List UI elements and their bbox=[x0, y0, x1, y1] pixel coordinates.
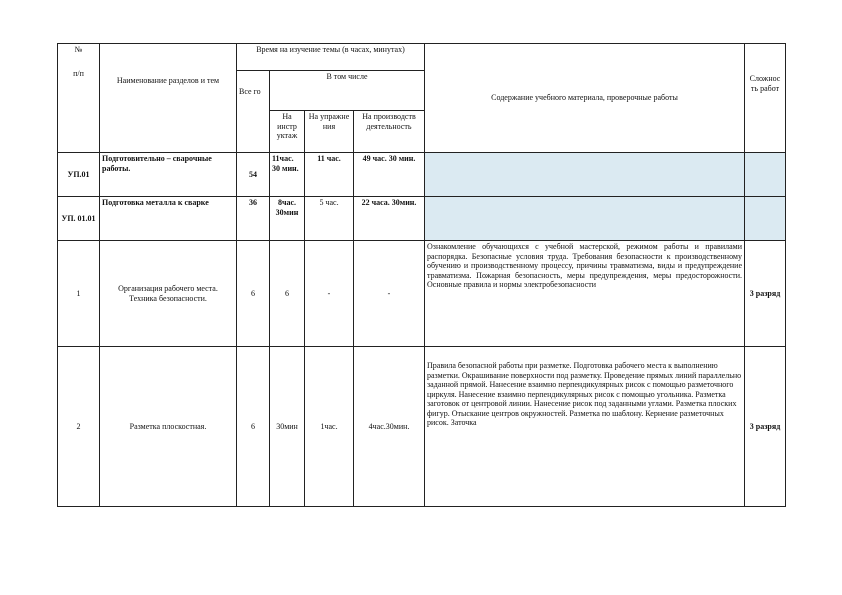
row-complexity: 3 разряд bbox=[745, 347, 786, 507]
num-symbol: № bbox=[74, 45, 83, 54]
row-exercise: 5 час. bbox=[305, 197, 354, 241]
row-name: Подготовительно – сварочные работы. bbox=[100, 153, 237, 197]
row-name: Подготовка металла к сварке bbox=[100, 197, 237, 241]
row-exercise: 1час. bbox=[305, 347, 354, 507]
time-group-header: Время на изучение темы (в часах, минутах) bbox=[237, 44, 425, 71]
row-num: 1 bbox=[58, 241, 100, 347]
row-num: УП. 01.01 bbox=[58, 197, 100, 241]
table-row bbox=[58, 241, 786, 347]
row-total: 6 bbox=[237, 347, 270, 507]
name-column-header: Наименование разделов и тем bbox=[100, 44, 237, 153]
table-row bbox=[58, 153, 786, 197]
table-row bbox=[58, 347, 786, 507]
row-content: Ознакомление обучающихся с учебной мастерской, режимом работы и правилами распорядка. Безопасные условия труда. Требования безопасности к производственному обучению и производственному процессу, причины травматизма, виды и предупреждение травматизма. Пожарная безопасность, меры предупреждения, меры предосторожности. Основные правила и нормы электробезопасности bbox=[425, 241, 745, 347]
total-header: Все го bbox=[237, 71, 270, 153]
row-exercise: 11 час. bbox=[305, 153, 354, 197]
row-complexity: 3 разряд bbox=[745, 241, 786, 347]
row-production: - bbox=[354, 241, 425, 347]
row-production: 22 часа. 30мин. bbox=[354, 197, 425, 241]
row-complexity bbox=[745, 197, 786, 241]
row-complexity bbox=[745, 153, 786, 197]
exercise-header: На упражне ния bbox=[305, 111, 354, 153]
row-production: 4час.30мин. bbox=[354, 347, 425, 507]
row-num: 2 bbox=[58, 347, 100, 507]
content-column-header: Содержание учебного материала, проверочные работы bbox=[425, 44, 745, 153]
row-exercise: - bbox=[305, 241, 354, 347]
row-instruction: 6 bbox=[270, 241, 305, 347]
row-instruction: 8час. 30мин bbox=[270, 197, 305, 241]
num-sub: п/п bbox=[73, 68, 84, 78]
instruction-header: На инстр уктаж bbox=[270, 111, 305, 153]
row-total: 54 bbox=[237, 153, 270, 197]
row-name: Организация рабочего места. Техника безопасности. bbox=[100, 241, 237, 347]
row-num: УП.01 bbox=[58, 153, 100, 197]
num-header bbox=[58, 44, 100, 153]
row-content bbox=[425, 197, 745, 241]
row-production: 49 час. 30 мин. bbox=[354, 153, 425, 197]
row-instruction: 30мин bbox=[270, 347, 305, 507]
included-header: В том числе bbox=[270, 71, 425, 111]
row-instruction: 11час. 30 мин. bbox=[270, 153, 305, 197]
row-total: 36 bbox=[237, 197, 270, 241]
row-total: 6 bbox=[237, 241, 270, 347]
row-content bbox=[425, 153, 745, 197]
table-row bbox=[58, 197, 786, 241]
row-name: Разметка плоскостная. bbox=[100, 347, 237, 507]
production-header: На производств деятельность bbox=[354, 111, 425, 153]
row-content: Правила безопасной работы при разметке. Подготовка рабочего места к выполнению разметки. Окрашивание поверхности под разметку. Проведение прямых линий параллельно заданной прямой. Нанесение взаимно перпендикулярных рисок с помощью разметочного циркуля. Нанесение взаимно перпендикулярных рисок с помощью угольника. Разметка заготовок от центровой линии. Нанесение рисок под заданными углами. Разметка плоских фигур. Отыскание центров окружностей. Разметка по шаблону. Кернение разметочных рисок. Заточка bbox=[425, 347, 745, 507]
curriculum-table bbox=[57, 43, 786, 507]
complexity-column-header: Сложнос ть работ bbox=[745, 44, 786, 153]
